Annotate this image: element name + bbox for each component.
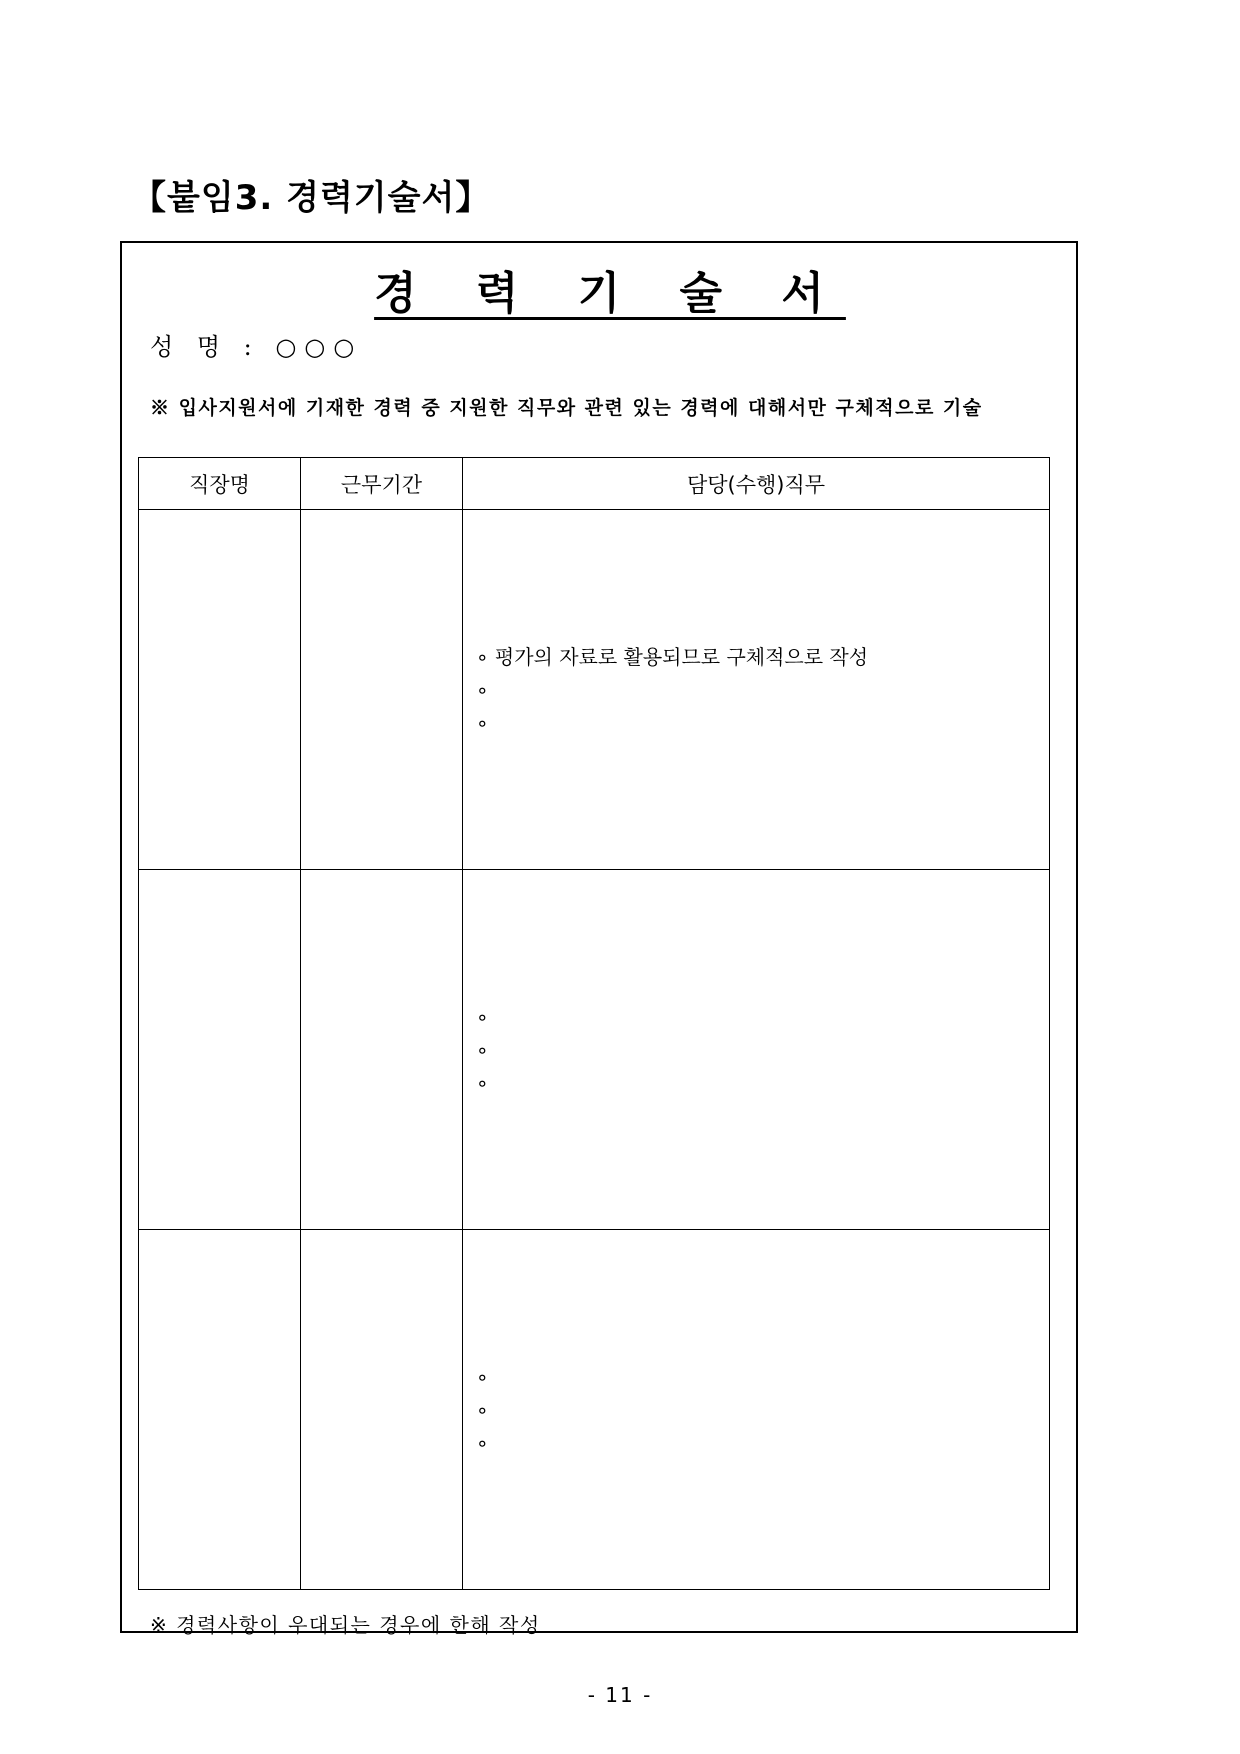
header-duties: 담당(수행)직무 xyxy=(463,458,1050,510)
period-cell[interactable] xyxy=(301,870,463,1230)
table-row xyxy=(139,870,1050,1230)
table-row xyxy=(139,1230,1050,1590)
applicant-name-line: 성 명 : ○○○ xyxy=(150,333,363,361)
period-cell[interactable] xyxy=(301,510,463,870)
duty-bullet: ∘ 평가의 자료로 활용되므로 구체적으로 작성 xyxy=(476,645,869,669)
form-title: 경 력 기 술 서 xyxy=(374,268,846,319)
duty-bullet: ∘ xyxy=(476,711,489,735)
table-header-row xyxy=(139,458,1050,510)
duties-cell[interactable] xyxy=(463,510,1050,870)
duties-cell[interactable] xyxy=(463,1230,1050,1590)
duty-bullet: ∘ xyxy=(476,1038,489,1062)
table-row xyxy=(139,510,1050,870)
company-cell[interactable] xyxy=(139,870,301,1230)
header-period: 근무기간 xyxy=(301,458,463,510)
company-cell[interactable] xyxy=(139,510,301,870)
career-statement-form xyxy=(120,241,1078,1637)
page-number: - 11 - xyxy=(587,1683,653,1707)
duty-bullet: ∘ xyxy=(476,1431,489,1455)
duty-bullet: ∘ xyxy=(476,1005,489,1029)
company-cell[interactable] xyxy=(139,1230,301,1590)
instruction-note: ※ 입사지원서에 기재한 경력 중 지원한 직무와 관련 있는 경력에 대해서만 구체적으로 기술 xyxy=(150,397,983,419)
duty-bullet: ∘ xyxy=(476,1071,489,1095)
footnote: ※ 경력사항이 우대되는 경우에 한해 작성 xyxy=(150,1613,541,1637)
period-cell[interactable] xyxy=(301,1230,463,1590)
duties-cell[interactable] xyxy=(463,870,1050,1230)
attachment-heading: 【붙임3. 경력기술서】 xyxy=(132,178,491,218)
duty-bullet: ∘ xyxy=(476,1365,489,1389)
header-company: 직장명 xyxy=(139,458,301,510)
duty-bullet: ∘ xyxy=(476,678,489,702)
duty-bullet: ∘ xyxy=(476,1398,489,1422)
career-table xyxy=(138,457,1050,1590)
